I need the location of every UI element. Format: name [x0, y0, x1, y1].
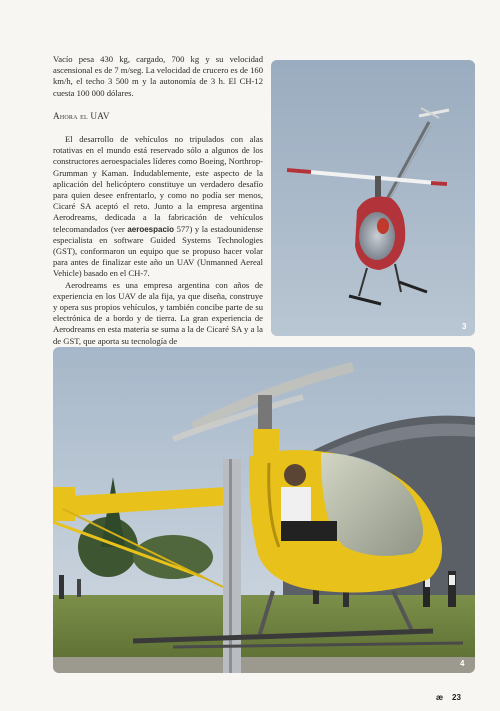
- photo-yellow-helicopter: [53, 347, 475, 673]
- magazine-reference: aeroespacio: [127, 224, 175, 234]
- photo-red-helicopter: [271, 60, 475, 336]
- photo-number-4: 4: [460, 659, 465, 668]
- section-title: Ahora el UAV: [53, 110, 110, 121]
- paragraph-uav-text-a: El desarrollo de vehículos no tripulados con alas rotativas en el mundo está reservado sólo a algunos de los constructores aeroespaciales líderes como Boeing, Northrop-Grumman y Kaman. Indudablemente, este aspecto de la aplicación del helicóptero constituye un verdadero desafío para quien desee enfrentarlo, y como no podía ser menos, Cicaré SA aceptó el reto. Junto a la empresa argentina Aerodreams, dedicada a la fabricación de vehículos telecomandados (ver: [53, 134, 263, 234]
- paragraph-uav-text-b: 577) y la estadounidense especialista en software Guided Systems Technologies (GST), conformaron un equipo que se propuso hacer volar para antes de finalizar este año un UAV (Unmanned Aereal Vehicle) basado en el CH-7.: [53, 223, 263, 279]
- page-number: 23: [452, 693, 461, 702]
- article-column: [53, 54, 263, 347]
- photo-number-3: 3: [462, 322, 467, 331]
- magazine-logo: æ: [436, 693, 444, 702]
- paragraph-uav-development: [53, 134, 263, 280]
- paragraph-aerodreams: Aerodreams es una empresa argentina con años de experiencia en los UAV de ala fija, ya que diseña, construye y opera sus propios vehículos, y también concibe parte de su electrónica de a bordo y de tierra. La gran experiencia de Aerodreams en esta materia se suma a la de Cicaré SA y a la de GST, que aporta su tecnología de: [53, 279, 263, 346]
- paragraph-specs: Vacío pesa 430 kg, cargado, 700 kg y su velocidad ascensional es de 7 m/seg. La velocidad de crucero es de 160 km/h, el techo 3 500 m y la autonomía de 3 h. El CH-12 cuesta 100 000 dólares.: [53, 54, 263, 98]
